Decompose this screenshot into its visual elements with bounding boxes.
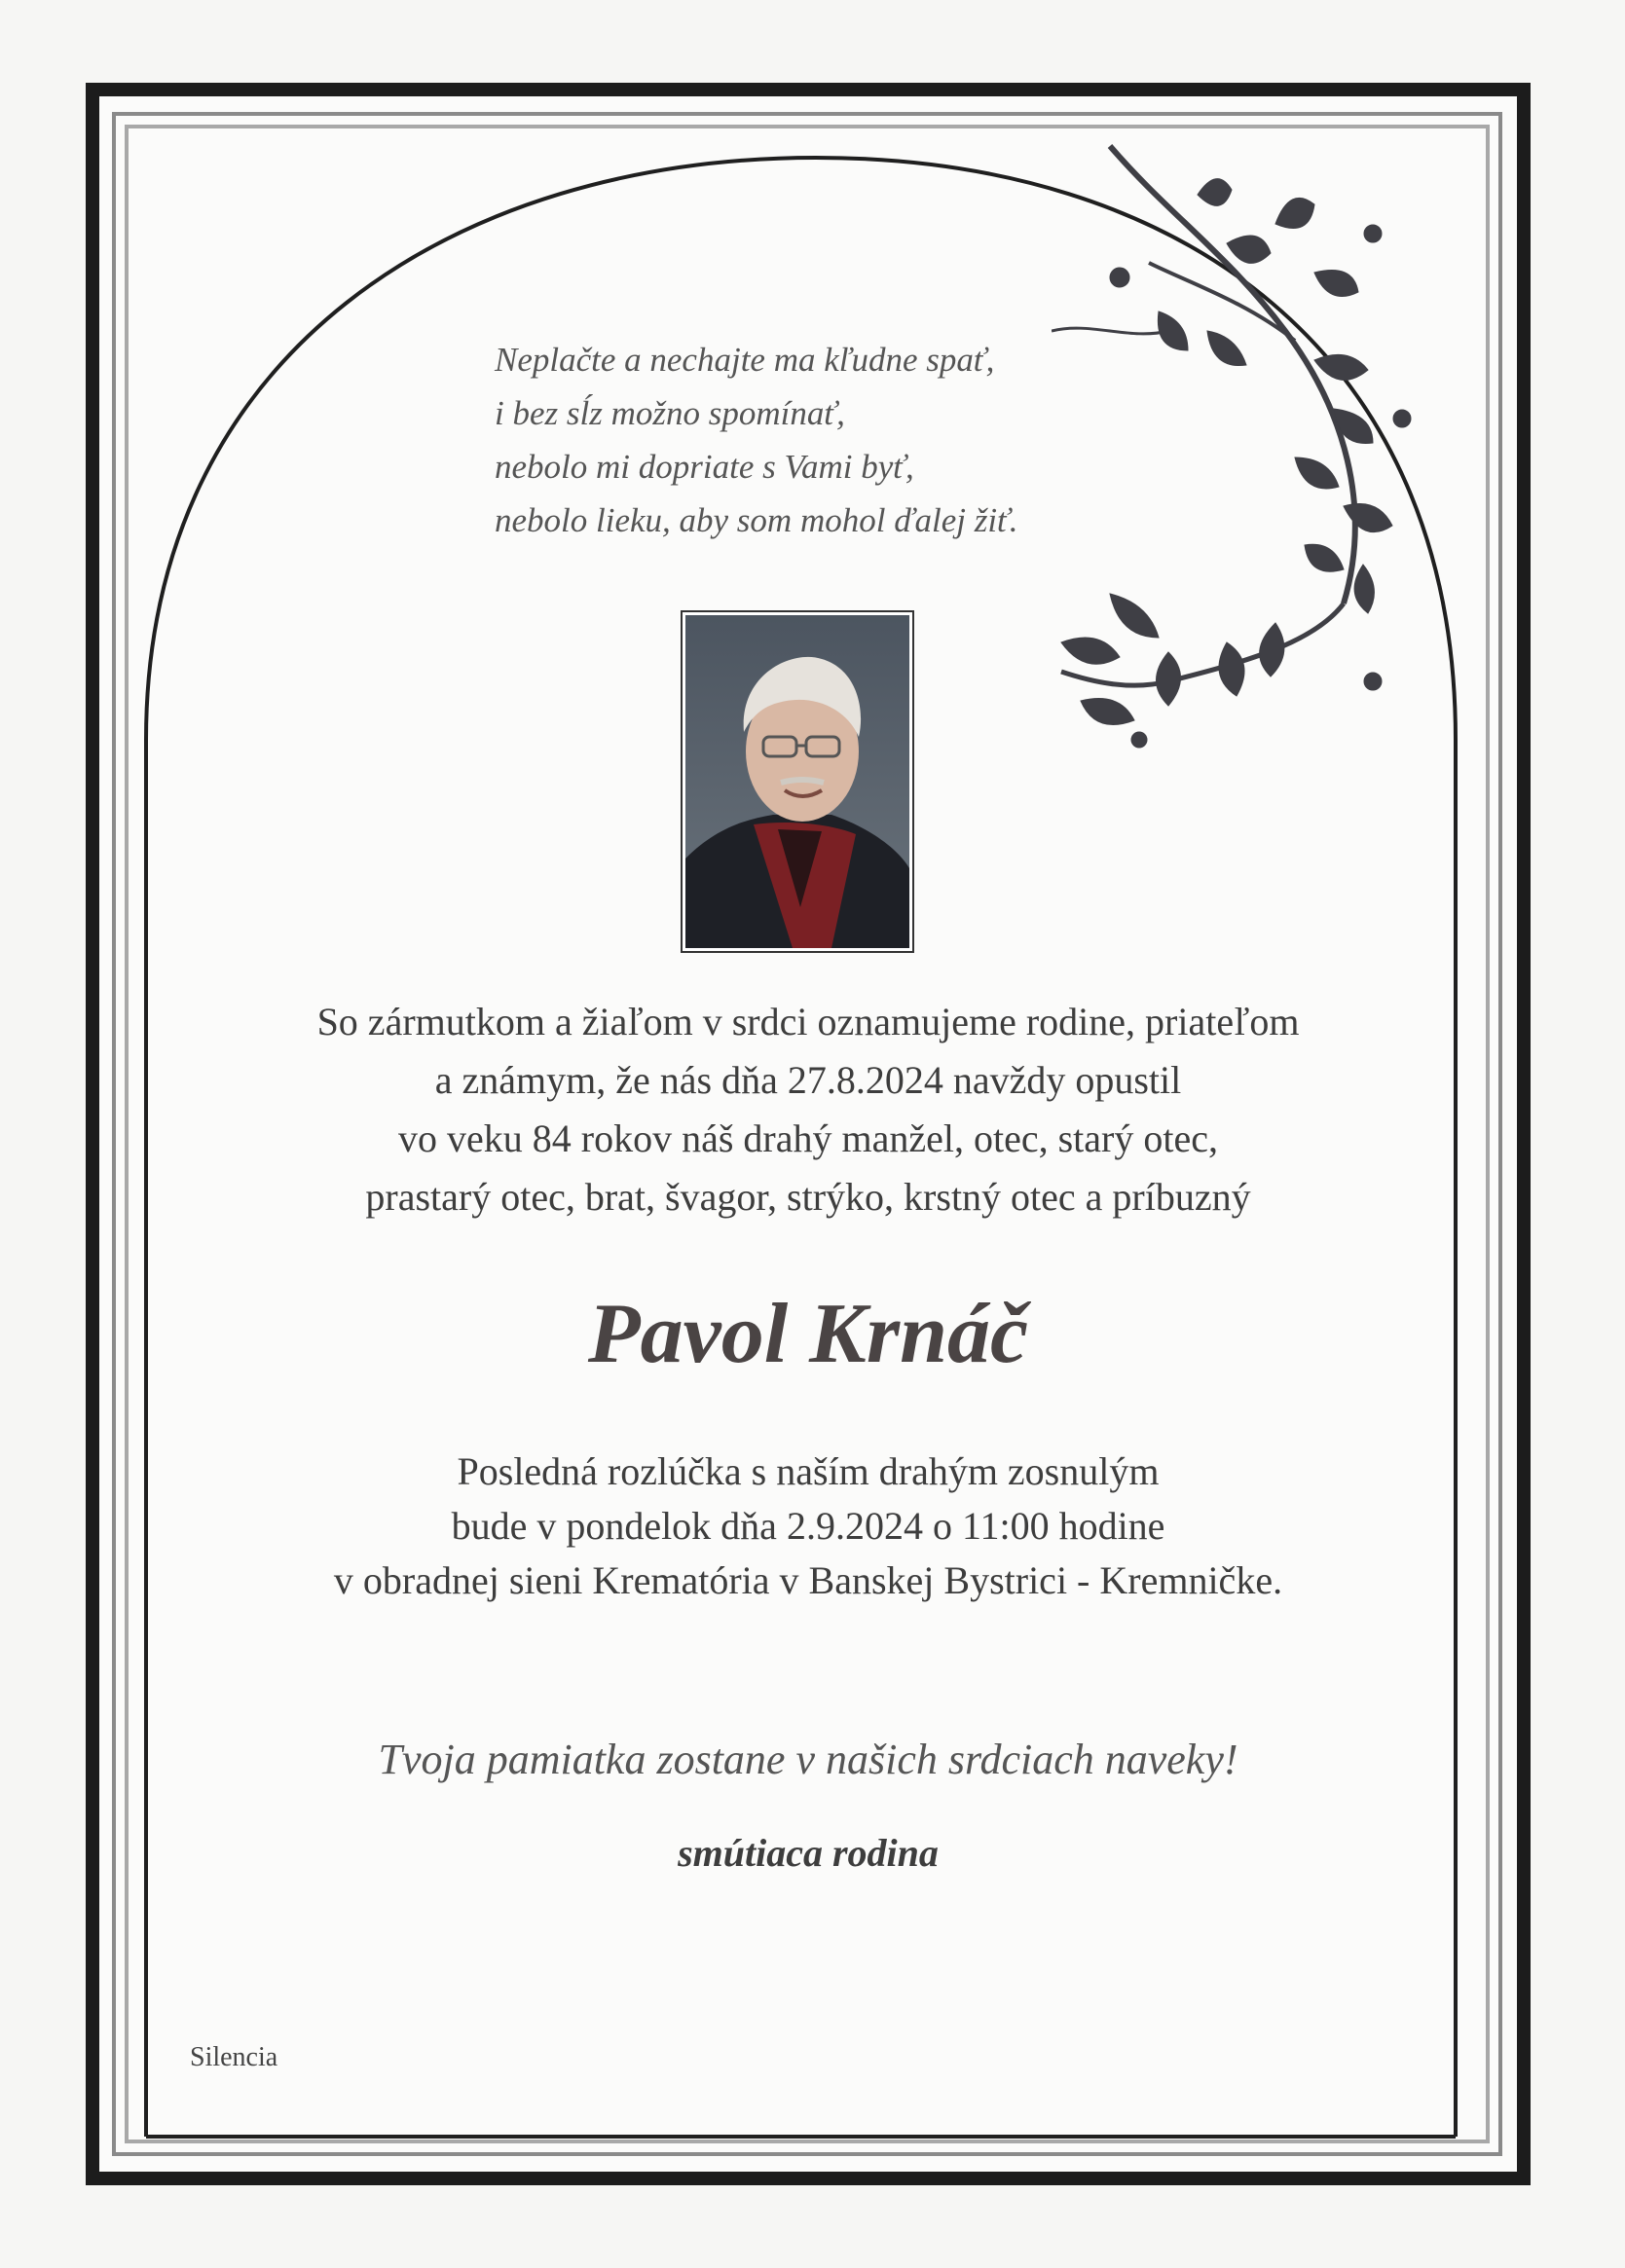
portrait-photo: [681, 610, 914, 953]
announcement-line: a známym, že nás dňa 27.8.2024 navždy opustil: [434, 1058, 1182, 1102]
poem-line: nebolo lieku, aby som mohol ďalej žiť.: [495, 501, 1018, 539]
poem-line: Neplačte a nechajte ma kľudne spať,: [495, 341, 995, 379]
deceased-name: Pavol Krnáč: [587, 1287, 1029, 1381]
memory-line: Tvoja pamiatka zostane v našich srdciach naveky!: [378, 1736, 1238, 1783]
poem-line: nebolo mi dopriate s Vami byť,: [495, 448, 914, 486]
signature: smútiaca rodina: [678, 1831, 939, 1875]
floral-branch-icon: [1052, 136, 1422, 779]
farewell-line: Posledná rozlúčka s naším drahým zosnulým: [457, 1449, 1160, 1493]
poem-line: i bez sĺz možno spomínať,: [495, 394, 845, 432]
farewell-line: bude v pondelok dňa 2.9.2024 o 11:00 hodine: [451, 1504, 1165, 1548]
announcement-line: So zármutkom a žiaľom v srdci oznamujeme rodine, priateľom: [316, 1000, 1300, 1043]
announcement: [195, 993, 1422, 1226]
announcement-line: vo veku 84 rokov náš drahý manžel, otec, starý otec,: [398, 1116, 1218, 1160]
brand-label: Silencia: [190, 2042, 278, 2072]
poem: [495, 333, 1118, 547]
farewell-line: v obradnej sieni Krematória v Banskej Bystrici - Kremničke.: [333, 1558, 1283, 1602]
announcement-line: prastarý otec, brat, švagor, strýko, krstný otec a príbuzný: [365, 1175, 1251, 1219]
portrait-image: [685, 615, 909, 948]
farewell-details: [195, 1445, 1422, 1608]
